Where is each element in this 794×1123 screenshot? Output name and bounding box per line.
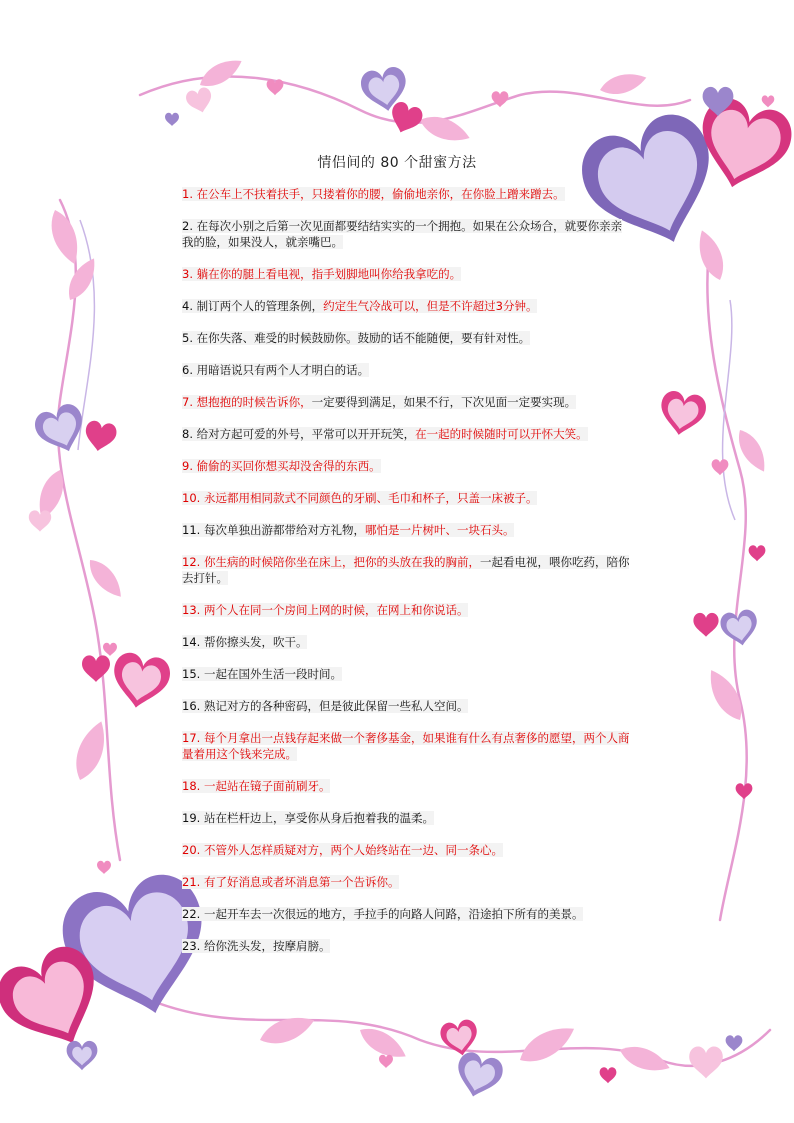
tip-text: 8. 给对方起可爱的外号，平常可以开开玩笑， (182, 427, 416, 441)
tip-item (182, 330, 632, 346)
tip-item (182, 298, 632, 314)
tip-text: 17. 每个月拿出一点钱存起来做一个奢侈基金，如果谁有什么有点奢侈的愿望，两个人商量着用这个钱来完成。 (182, 731, 630, 761)
tip-text: 一定要得到满足，如果不行，下次见面一定要实现。 (311, 395, 577, 409)
tip-item (182, 186, 632, 202)
tip-text: 15. 一起在国外生活一段时间。 (182, 667, 342, 681)
tip-item (182, 554, 632, 586)
tip-text: 9. 偷偷的买回你想买却没舍得的东西。 (182, 459, 381, 473)
tip-item (182, 218, 632, 250)
tip-text: 13. 两个人在同一个房间上网的时候，在网上和你说话。 (182, 603, 469, 617)
tip-text: 16. 熟记对方的各种密码，但是彼此保留一些私人空间。 (182, 699, 469, 713)
tip-item (182, 458, 632, 474)
tip-text: 10. 永远都用相同款式不同颜色的牙刷、毛巾和杯子，只盖一床被子。 (182, 491, 538, 505)
tip-text: 1. 在公车上不扶着扶手，只搂着你的腰，偷偷地亲你，在你脸上蹭来蹭去。 (182, 187, 565, 201)
tip-item (182, 842, 632, 858)
tip-text: 4. 制订两个人的管理条例， (182, 299, 324, 313)
tip-text: 约定生气冷战可以，但是不许超过3分钟。 (323, 299, 538, 313)
tip-text: 一起看电视，喂你吃药，陪你去打针。 (182, 555, 630, 585)
tip-text: 在一起的时候随时可以开怀大笑。 (415, 427, 588, 441)
tip-text: 11. 每次单独出游都带给对方礼物， (182, 523, 365, 537)
tip-text: 7. 想抱抱的时候告诉你， (182, 395, 312, 409)
tip-text: 3. 躺在你的腿上看电视，指手划脚地叫你给我拿吃的。 (182, 267, 462, 281)
tip-item (182, 490, 632, 506)
tip-item (182, 394, 632, 410)
tip-text: 20. 不管外人怎样质疑对方，两个人始终站在一边、同一条心。 (182, 843, 503, 857)
tip-item (182, 778, 632, 794)
tip-text: 14. 帮你擦头发，吹干。 (182, 635, 308, 649)
tip-item (182, 698, 632, 714)
tip-item (182, 666, 632, 682)
tip-text: 哪怕是一片树叶、一块石头。 (364, 523, 515, 537)
tip-text: 21. 有了好消息或者坏消息第一个告诉你。 (182, 875, 400, 889)
tip-text: 18. 一起站在镜子面前刷牙。 (182, 779, 331, 793)
tip-text: 2. 在每次小别之后第一次见面都要结结实实的一个拥抱。 (182, 219, 473, 233)
tip-item (182, 362, 632, 378)
tip-item (182, 266, 632, 282)
tip-text: 19. 站在栏杆边上，享受你从身后抱着我的温柔。 (182, 811, 434, 825)
tip-text: 5. 在你失落、难受的时候鼓励你。鼓励的话不能随便，要有针对性。 (182, 331, 531, 345)
tip-item (182, 522, 632, 538)
tip-item (182, 810, 632, 826)
tip-item (182, 602, 632, 618)
tip-item (182, 730, 632, 762)
tip-item (182, 874, 632, 890)
tip-item (182, 426, 632, 442)
tip-text: 22. 一起开车去一次很远的地方，手拉手的向路人问路，沿途拍下所有的美景。 (182, 907, 584, 921)
tip-item (182, 906, 632, 922)
tip-item (182, 938, 632, 954)
tip-text: 如果在公众场合，就要你亲亲我的脸，如果没人，就亲嘴巴。 (182, 219, 623, 249)
tip-text: 6. 用暗语说只有两个人才明白的话。 (182, 363, 370, 377)
tip-item (182, 634, 632, 650)
document-title: 情侣间的 80 个甜蜜方法 (317, 155, 477, 171)
tip-text: 23. 给你洗头发，按摩肩膀。 (182, 939, 331, 953)
tip-text: 12. 你生病的时候陪你坐在床上，把你的头放在我的胸前， (182, 555, 480, 569)
tips-list (182, 186, 632, 970)
